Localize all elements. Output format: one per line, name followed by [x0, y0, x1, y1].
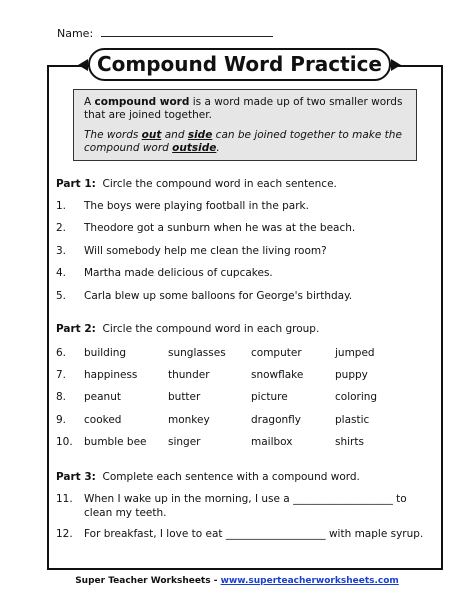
part3-heading: [56, 471, 360, 483]
question-number: 2.: [56, 222, 67, 234]
word-option[interactable]: computer: [251, 347, 302, 359]
word-option[interactable]: shirts: [335, 436, 364, 448]
def-text: and: [161, 129, 188, 141]
word-option[interactable]: dragonfly: [251, 414, 301, 426]
word-option[interactable]: picture: [251, 391, 288, 403]
def-text: .: [216, 142, 220, 154]
question-number: 3.: [56, 245, 67, 257]
def-text: can be joined together to make the compound word: [84, 129, 402, 154]
part3-label: Part 3:: [56, 471, 96, 483]
word-option[interactable]: sunglasses: [168, 347, 226, 359]
word-option[interactable]: bumble bee: [84, 436, 147, 448]
part2-heading: [56, 323, 319, 335]
word-option[interactable]: peanut: [84, 391, 121, 403]
word-option[interactable]: monkey: [168, 414, 210, 426]
question-sentence[interactable]: Carla blew up some balloons for George's birthday.: [84, 290, 353, 302]
word-option[interactable]: mailbox: [251, 436, 293, 448]
word-option[interactable]: thunder: [168, 369, 210, 381]
footer-brand: Super Teacher Worksheets: [75, 576, 211, 586]
name-blank-line[interactable]: [101, 26, 273, 37]
part1-label: Part 1:: [56, 178, 96, 190]
fill-in-sentence[interactable]: For breakfast, I love to eat ___________________ with maple syrup.: [84, 528, 424, 540]
question-sentence[interactable]: Theodore got a sunburn when he was at the beach.: [84, 222, 356, 234]
def-text: The words: [84, 129, 142, 141]
example-word-side: side: [187, 129, 213, 141]
word-option[interactable]: plastic: [335, 414, 370, 426]
example-word-outside: outside: [172, 142, 217, 154]
fill-in-sentence-continued: clean my teeth.: [84, 507, 167, 519]
title-right-arrow-icon: [391, 59, 401, 71]
word-option[interactable]: jumped: [335, 347, 375, 359]
part1-heading: [56, 178, 337, 190]
part2-instruction: Circle the compound word in each group.: [102, 323, 320, 335]
name-field: [57, 26, 273, 40]
question-number: 5.: [56, 290, 67, 302]
question-number: 11.: [56, 493, 73, 505]
question-sentence[interactable]: Martha made delicious of cupcakes.: [84, 267, 273, 279]
word-option[interactable]: singer: [168, 436, 201, 448]
word-option[interactable]: butter: [168, 391, 201, 403]
word-option[interactable]: cooked: [84, 414, 122, 426]
def-term: compound word: [94, 96, 190, 108]
question-number: 1.: [56, 200, 67, 212]
definition-line-1: [84, 96, 406, 122]
word-option[interactable]: happiness: [84, 369, 138, 381]
question-number: 6.: [56, 347, 67, 359]
page-title: Compound Word Practice: [88, 48, 391, 81]
footer: [0, 576, 474, 586]
fill-in-sentence[interactable]: When I wake up in the morning, I use a ___________________ to: [84, 493, 407, 505]
footer-link[interactable]: www.superteacherworksheets.com: [220, 576, 399, 586]
word-option[interactable]: snowflake: [251, 369, 304, 381]
question-number: 7.: [56, 369, 67, 381]
word-option[interactable]: coloring: [335, 391, 378, 403]
example-word-out: out: [141, 129, 162, 141]
question-sentence[interactable]: The boys were playing football in the park.: [84, 200, 309, 212]
definition-line-2: [84, 129, 406, 155]
question-number: 12.: [56, 528, 73, 540]
part2-label: Part 2:: [56, 323, 96, 335]
def-text: A: [84, 96, 95, 108]
question-number: 10.: [56, 436, 73, 448]
part1-instruction: Circle the compound word in each sentence.: [102, 178, 337, 190]
question-number: 9.: [56, 414, 67, 426]
name-label: Name:: [57, 27, 94, 40]
part3-instruction: Complete each sentence with a compound word.: [102, 471, 360, 483]
title-left-arrow-icon: [78, 59, 88, 71]
footer-separator: -: [210, 576, 221, 586]
word-option[interactable]: puppy: [335, 369, 368, 381]
question-number: 4.: [56, 267, 67, 279]
def-text: is a word made up of two smaller words that are joined together.: [84, 96, 403, 121]
question-sentence[interactable]: Will somebody help me clean the living room?: [84, 245, 327, 257]
definition-box: [73, 89, 417, 161]
question-number: 8.: [56, 391, 67, 403]
word-option[interactable]: building: [84, 347, 127, 359]
